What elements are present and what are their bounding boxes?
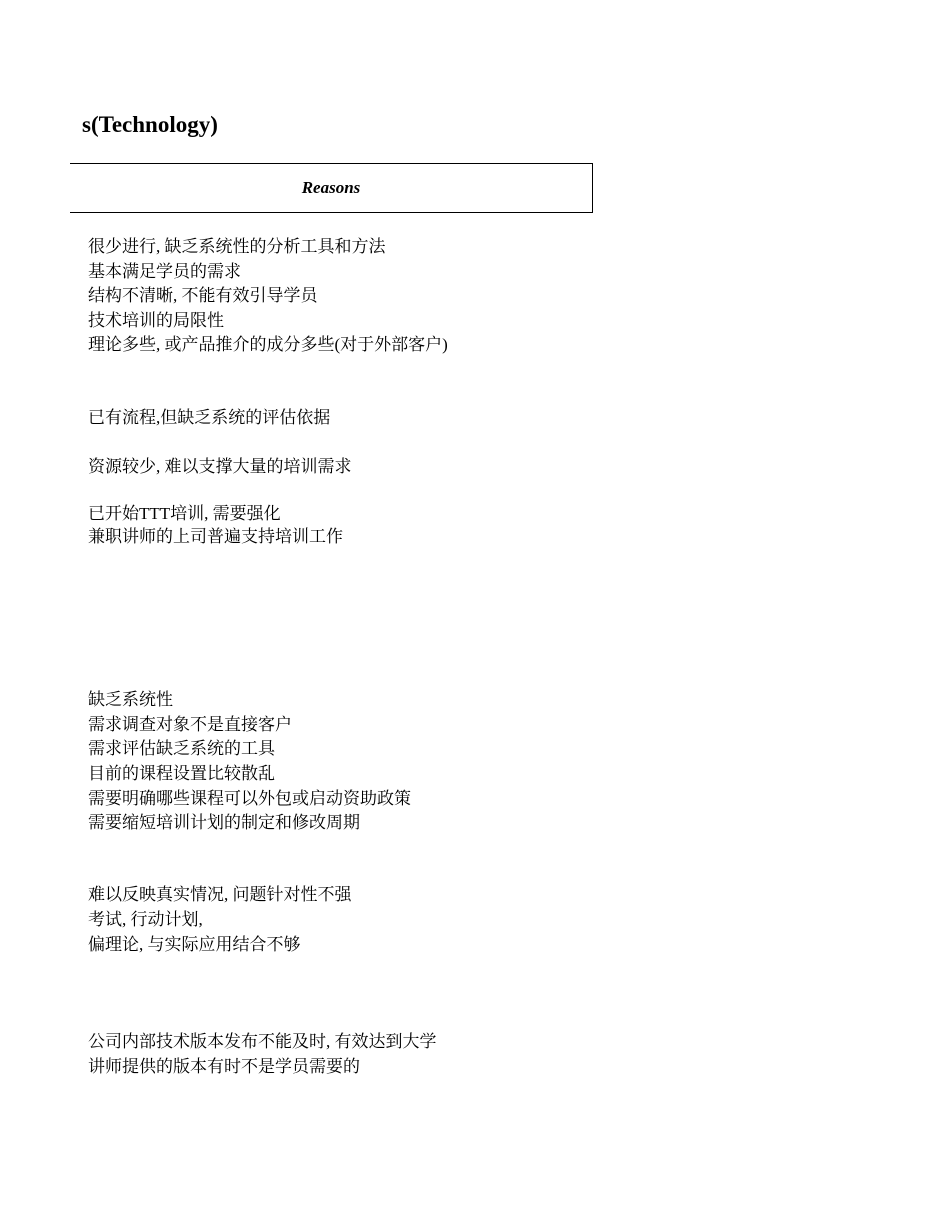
reason-line: 结构不清晰, 不能有效引导学员: [88, 286, 318, 305]
reason-line: 很少进行, 缺乏系统性的分析工具和方法: [88, 237, 386, 256]
reason-line: 偏理论, 与实际应用结合不够: [88, 935, 301, 954]
reason-line: 需求调查对象不是直接客户: [88, 715, 292, 734]
reason-line: 缺乏系统性: [88, 690, 173, 709]
reason-line: 兼职讲师的上司普遍支持培训工作: [88, 527, 343, 546]
reason-line: 技术培训的局限性: [88, 311, 224, 330]
reason-line: 基本满足学员的需求: [88, 262, 241, 281]
reason-line: 考试, 行动计划,: [88, 910, 203, 929]
reason-line: 已有流程,但缺乏系统的评估依据: [88, 408, 331, 427]
reason-line: 难以反映真实情况, 问题针对性不强: [88, 885, 352, 904]
reason-line: 讲师提供的版本有时不是学员需要的: [88, 1057, 360, 1076]
page-title: s(Technology): [82, 112, 218, 137]
reason-line: 目前的课程设置比较散乱: [88, 764, 275, 783]
reason-line: 需要缩短培训计划的制定和修改周期: [88, 813, 360, 832]
reason-line: 理论多些, 或产品推介的成分多些(对于外部客户): [88, 335, 448, 354]
reason-line: 公司内部技术版本发布不能及时, 有效达到大学: [88, 1032, 437, 1051]
reason-line: 资源较少, 难以支撑大量的培训需求: [88, 457, 352, 476]
reasons-header-cell: [70, 163, 593, 213]
reason-line: 已开始TTT培训, 需要强化: [88, 504, 281, 523]
reasons-header-label: Reasons: [301, 178, 361, 197]
reason-line: 需求评估缺乏系统的工具: [88, 739, 275, 758]
reason-line: 需要明确哪些课程可以外包或启动资助政策: [88, 789, 411, 808]
